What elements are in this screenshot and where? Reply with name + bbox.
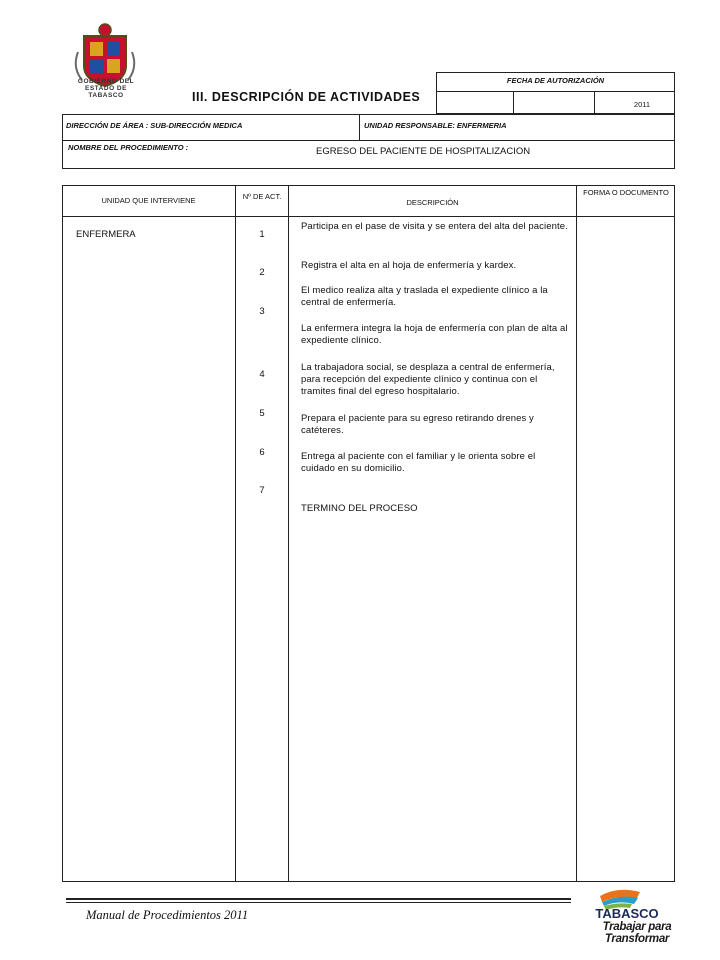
logo-text <box>56 78 156 99</box>
activity-description: Registra el alta en al hoja de enfermería y kardex. <box>301 260 517 271</box>
unit-name: ENFERMERA <box>76 229 136 240</box>
tabasco-brand-text: TABASCO <box>595 906 659 921</box>
activity-number: 7 <box>259 485 265 496</box>
column-divider <box>576 185 577 882</box>
activity-number: 5 <box>259 408 265 419</box>
column-header-forma: FORMA O DOCUMENTO <box>583 188 669 197</box>
auth-divider <box>594 91 595 114</box>
logo-line-1: GOBIERNO DEL <box>77 78 135 85</box>
activity-number: 3 <box>259 306 265 317</box>
auth-divider <box>513 91 514 114</box>
logo-line-3: TABASCO <box>88 92 124 99</box>
column-header-descripcion: DESCRIPCIÓN <box>406 198 459 207</box>
logo-line-2: ESTADO DE <box>85 85 127 92</box>
activity-number: 2 <box>259 267 265 278</box>
activity-number: 1 <box>259 229 265 240</box>
authorization-year: 2011 <box>633 100 651 109</box>
activity-description: El medico realiza alta y traslada el expediente clínico a la central de enfermería. <box>301 285 548 308</box>
activity-number: 6 <box>259 447 265 458</box>
activity-description: La trabajadora social, se desplaza a central de enfermería, para recepción del expediente clínico y continua con el tramites final del egreso hospitalario. <box>301 362 555 397</box>
activity-description: Entrega al paciente con el familiar y le orienta sobre el cuidado en su domicilio. <box>301 451 536 474</box>
activity-description: La enfermera integra la hoja de enfermería con plan de alta al expediente clínico. <box>301 323 568 346</box>
direccion-area: DIRECCIÓN DE ÁREA : SUB-DIRECCIÓN MEDICA <box>66 121 243 130</box>
table-header-divider <box>62 216 675 217</box>
column-header-unidad: UNIDAD QUE INTERVIENE <box>101 196 196 205</box>
activity-description: Prepara el paciente para su egreso retirando drenes y catéteres. <box>301 413 534 436</box>
unidad-responsable: UNIDAD RESPONSABLE: ENFERMERIA <box>364 121 507 130</box>
header-divider <box>62 140 675 141</box>
manual-footer-text: Manual de Procedimientos 2011 <box>86 908 249 922</box>
process-end-text: TERMINO DEL PROCESO <box>301 503 418 514</box>
procedure-name-label: NOMBRE DEL PROCEDIMIENTO : <box>68 143 189 152</box>
authorization-date-label: FECHA DE AUTORIZACIÓN <box>506 76 605 85</box>
procedure-name: EGRESO DEL PACIENTE DE HOSPITALIZACION <box>316 146 531 157</box>
activity-number: 4 <box>259 369 265 380</box>
activity-description: Participa en el pase de visita y se entera del alta del paciente. <box>301 221 568 232</box>
column-header-num: Nº DE ACT. <box>242 192 282 201</box>
section-title: III. DESCRIPCIÓN DE ACTIVIDADES <box>192 90 421 104</box>
footer-rule <box>66 898 571 900</box>
footer-rule <box>66 902 571 903</box>
tabasco-slogan: Trabajar para Transformar <box>602 921 672 945</box>
header-divider <box>359 114 360 140</box>
column-divider <box>288 185 289 882</box>
auth-divider <box>436 91 675 92</box>
column-divider <box>235 185 236 882</box>
